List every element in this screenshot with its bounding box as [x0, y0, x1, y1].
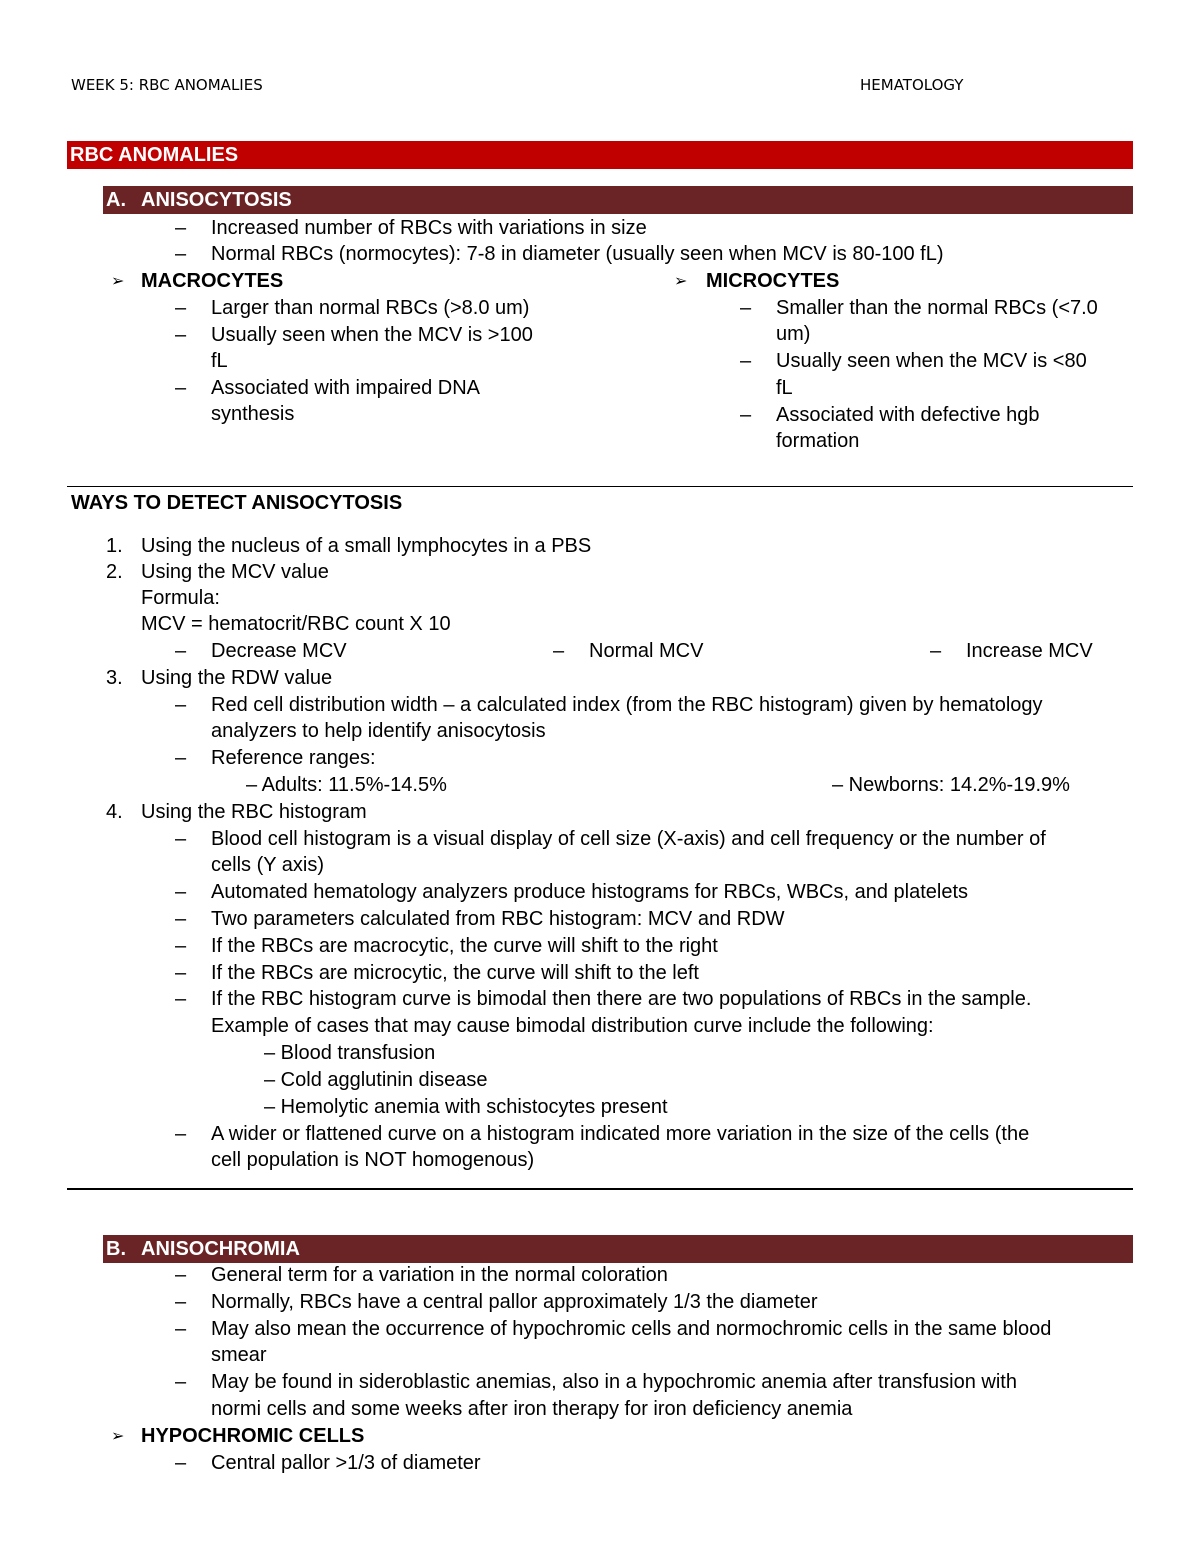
list-item: Smaller than the normal RBCs (<7.0: [776, 297, 1098, 319]
bimodal-cause: – Blood transfusion: [264, 1042, 436, 1064]
dash-icon: –: [553, 640, 565, 662]
dash-icon: –: [175, 1318, 187, 1340]
section-b-label: B.: [106, 1238, 126, 1260]
list-item-continuation: analyzers to help identify anisocytosis: [211, 720, 546, 742]
dash-icon: –: [175, 694, 187, 716]
list-item: If the RBCs are macrocytic, the curve will shift to the right: [211, 935, 718, 957]
list-item: Automated hematology analyzers produce histograms for RBCs, WBCs, and platelets: [211, 881, 969, 903]
arrow-bullet-icon: ➢: [674, 271, 688, 290]
list-item: Normal RBCs (normocytes): 7-8 in diameter (usually seen when MCV is 80-100 fL): [211, 243, 944, 265]
section-a-label: A.: [106, 189, 126, 211]
dash-icon: –: [175, 1264, 187, 1286]
arrow-bullet-icon: ➢: [111, 271, 125, 290]
list-item-continuation: formation: [776, 430, 860, 452]
section-a-bar: [103, 186, 1133, 214]
list-item-continuation: Example of cases that may cause bimodal distribution curve include the following:: [211, 1015, 934, 1037]
formula: MCV = hematocrit/RBC count X 10: [141, 613, 451, 635]
bimodal-cause: – Cold agglutinin disease: [264, 1069, 488, 1091]
running-header-left: WEEK 5: RBC ANOMALIES: [71, 76, 263, 94]
list-item: May be found in sideroblastic anemias, also in a hypochromic anemia after transfusion with: [211, 1371, 1017, 1393]
list-item: General term for a variation in the normal coloration: [211, 1264, 668, 1286]
section-divider: [67, 1188, 1133, 1190]
list-item: Using the MCV value: [141, 561, 329, 583]
list-item: Using the nucleus of a small lymphocytes in a PBS: [141, 535, 592, 557]
dash-icon: –: [740, 297, 752, 319]
list-item: Central pallor >1/3 of diameter: [211, 1452, 481, 1474]
running-header-right: HEMATOLOGY: [860, 76, 964, 94]
list-item: Usually seen when the MCV is >100: [211, 324, 533, 346]
list-item: Reference ranges:: [211, 747, 376, 769]
list-item: Usually seen when the MCV is <80: [776, 350, 1087, 372]
dash-icon: –: [175, 828, 187, 850]
list-item: May also mean the occurrence of hypochromic cells and normochromic cells in the same blood: [211, 1318, 1052, 1340]
page-title: RBC ANOMALIES: [70, 144, 239, 166]
dash-icon: –: [175, 747, 187, 769]
ways-heading: WAYS TO DETECT ANISOCYTOSIS: [71, 492, 403, 514]
dash-icon: –: [740, 350, 752, 372]
list-item: A wider or flattened curve on a histogram indicated more variation in the size of the cells (the: [211, 1123, 1030, 1145]
list-item: If the RBCs are microcytic, the curve will shift to the left: [211, 962, 699, 984]
list-item-continuation: cells (Y axis): [211, 854, 324, 876]
section-b-bar: [103, 1235, 1133, 1263]
section-a-title: ANISOCYTOSIS: [141, 189, 292, 211]
dash-icon: –: [175, 640, 187, 662]
dash-icon: –: [175, 962, 187, 984]
dash-icon: –: [175, 324, 187, 346]
title-bar: [67, 141, 1133, 169]
list-item-continuation: normi cells and some weeks after iron therapy for iron deficiency anemia: [211, 1398, 853, 1420]
list-item-continuation: cell population is NOT homogenous): [211, 1149, 535, 1171]
dash-icon: –: [175, 988, 187, 1010]
reference-range-newborns: – Newborns: 14.2%-19.9%: [832, 774, 1070, 796]
dash-icon: –: [175, 1291, 187, 1313]
dash-icon: –: [175, 1371, 187, 1393]
microcytes-heading: MICROCYTES: [706, 270, 840, 292]
dash-icon: –: [175, 1123, 187, 1145]
list-item: Using the RBC histogram: [141, 801, 367, 823]
list-item: Associated with defective hgb: [776, 404, 1040, 426]
section-divider: [67, 486, 1133, 487]
list-item: If the RBC histogram curve is bimodal then there are two populations of RBCs in the sample.: [211, 988, 1032, 1010]
formula-label: Formula:: [141, 587, 220, 609]
list-item-continuation: fL: [776, 377, 793, 399]
bimodal-cause: – Hemolytic anemia with schistocytes present: [264, 1096, 668, 1118]
arrow-bullet-icon: ➢: [111, 1426, 125, 1445]
dash-icon: –: [175, 243, 187, 265]
list-item-continuation: fL: [211, 350, 228, 372]
list-item-continuation: um): [776, 323, 811, 345]
dash-icon: –: [175, 1452, 187, 1474]
list-item: Red cell distribution width – a calculated index (from the RBC histogram) given by hematology: [211, 694, 1043, 716]
dash-icon: –: [930, 640, 942, 662]
list-item: Increased number of RBCs with variations in size: [211, 217, 647, 239]
list-item: Normally, RBCs have a central pallor approximately 1/3 the diameter: [211, 1291, 818, 1313]
list-item: Using the RDW value: [141, 667, 333, 689]
list-number: 3.: [106, 667, 123, 689]
list-item-continuation: synthesis: [211, 403, 295, 425]
list-item: Larger than normal RBCs (>8.0 um): [211, 297, 530, 319]
dash-icon: –: [740, 404, 752, 426]
list-item-continuation: smear: [211, 1344, 267, 1366]
dash-icon: –: [175, 377, 187, 399]
list-item: Two parameters calculated from RBC histogram: MCV and RDW: [211, 908, 785, 930]
dash-icon: –: [175, 935, 187, 957]
reference-range-adults: – Adults: 11.5%-14.5%: [246, 774, 447, 796]
mcv-option: Decrease MCV: [211, 640, 347, 662]
dash-icon: –: [175, 908, 187, 930]
hypochromic-heading: HYPOCHROMIC CELLS: [141, 1425, 365, 1447]
list-number: 4.: [106, 801, 123, 823]
mcv-option: Increase MCV: [966, 640, 1093, 662]
list-item: Associated with impaired DNA: [211, 377, 480, 399]
dash-icon: –: [175, 881, 187, 903]
list-number: 2.: [106, 561, 123, 583]
list-item: Blood cell histogram is a visual display of cell size (X-axis) and cell frequency or the number of: [211, 828, 1046, 850]
mcv-option: Normal MCV: [589, 640, 704, 662]
macrocytes-heading: MACROCYTES: [141, 270, 284, 292]
list-number: 1.: [106, 535, 123, 557]
dash-icon: –: [175, 217, 187, 239]
dash-icon: –: [175, 297, 187, 319]
section-b-title: ANISOCHROMIA: [141, 1238, 300, 1260]
